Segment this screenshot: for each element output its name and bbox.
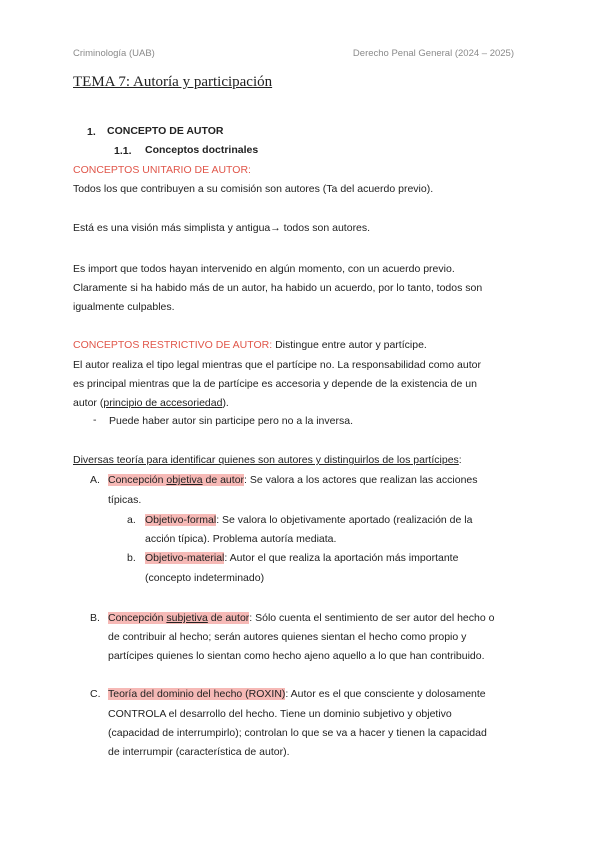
text-fragment: autor ( — [73, 397, 104, 409]
teoria-a-a-line-2: acción típica). Problema autoría mediata. — [145, 533, 337, 545]
text-fragment: : Autor es el que consciente y dolosamente — [285, 688, 486, 700]
list-letter-b-upper: B. — [90, 612, 100, 624]
list-letter-a-lower: a. — [127, 514, 136, 526]
restrictivo-heading: CONCEPTOS RESTRICTIVO DE AUTOR: — [73, 339, 273, 351]
unitario-paragraph-2: Está es una visión más simplista y antigua→ todos son autores. — [73, 222, 371, 234]
accesoriedad-term: principio de accesoriedad — [103, 397, 223, 409]
restrictivo-heading-line — [73, 338, 427, 352]
restrictivo-heading-rest: Distingue entre autor y partícipe. — [272, 339, 427, 351]
teorias-intro-text: Diversas teoría para identificar quienes son autores y distinguirlos de los partícipes — [73, 454, 459, 466]
teoria-a-a-line-1 — [145, 513, 472, 527]
text-fragment: ). — [222, 397, 229, 409]
highlight — [108, 474, 244, 486]
teoria-c-line-2: CONTROLA el desarrollo del hecho. Tiene un dominio subjetivo y objetivo — [108, 708, 452, 720]
section-heading: CONCEPTO DE AUTOR — [107, 125, 224, 137]
text-fragment: : Sólo cuenta el sentimiento de ser autor del hecho o — [249, 612, 495, 624]
highlight — [108, 612, 249, 624]
header-course: Criminología (UAB) — [73, 48, 155, 59]
header-subject: Derecho Penal General (2024 – 2025) — [352, 48, 514, 59]
text-fragment: : Se valora a los actores que realizan las acciones — [244, 474, 478, 486]
text-fragment: Concepción — [108, 612, 167, 624]
subsection-heading: Conceptos doctrinales — [145, 144, 259, 156]
objetivo-material-term: Objetivo-material — [145, 552, 225, 564]
objetivo-formal-term: Objetivo-formal — [145, 514, 217, 526]
dominio-del-hecho-term: Teoría del dominio del hecho (ROXIN) — [108, 688, 286, 700]
teoria-c-line-1 — [108, 687, 486, 701]
text-fragment: Concepción — [108, 474, 167, 486]
unitario-paragraph-3-line-3: igualmente culpables. — [73, 301, 175, 313]
teoria-c-line-4: de interrumpir (característica de autor). — [108, 746, 290, 758]
bullet-item: Puede haber autor sin participe pero no a la inversa. — [109, 415, 353, 427]
text-fragment: de autor — [207, 612, 250, 624]
list-letter-a-upper: A. — [90, 474, 100, 486]
teoria-b-line-2: de contribuir al hecho; serán autores quienes sientan el hecho como propio y — [108, 631, 467, 643]
unitario-paragraph-3-line-2: Claramente si ha habido más de un autor, ha habido un acuerdo, por lo tanto, todos son — [73, 282, 483, 294]
teoria-a-line-2: típicas. — [108, 494, 142, 506]
unitario-paragraph-1: Todos los que contribuyen a su comisión son autores (Ta del acuerdo previo). — [73, 183, 434, 195]
text-fragment: : Se valora lo objetivamente aportado (realización de la — [216, 514, 473, 526]
subsection-number: 1.1. — [114, 145, 132, 157]
bullet-dash: - — [93, 414, 97, 426]
objetiva-term: objetiva — [166, 474, 203, 486]
teoria-a-b-line-1 — [145, 551, 458, 565]
list-letter-c-upper: C. — [90, 688, 101, 700]
unitario-paragraph-3-line-1: Es import que todos hayan intervenido en algún momento, con un acuerdo previo. — [73, 263, 455, 275]
text-fragment: : Autor el que realiza la aportación más importante — [224, 552, 459, 564]
teoria-c-line-3: (capacidad de interrumpirlo); controlan lo que se va a hacer y tienen la capacidad — [108, 727, 487, 739]
teorias-intro — [73, 453, 462, 467]
section-number: 1. — [87, 126, 96, 138]
teoria-b-line-3: partícipes quienes lo sientan como hecho ajeno aquello a lo que han contribuido. — [108, 650, 485, 662]
teoria-b-line-1 — [108, 611, 494, 625]
teoria-a-b-line-2: (concepto indeterminado) — [145, 572, 265, 584]
restrictivo-paragraph-line-1: El autor realiza el tipo legal mientras que el partícipe no. La responsabilidad como autor — [73, 359, 481, 371]
teorias-intro-colon: : — [458, 454, 462, 466]
list-letter-b-lower: b. — [127, 552, 136, 564]
teoria-a-line-1 — [108, 473, 478, 487]
unitario-heading: CONCEPTOS UNITARIO DE AUTOR: — [73, 164, 251, 176]
restrictivo-paragraph-line-2: es principal mientras que la de partícipe es accesoria y depende de la existencia de un — [73, 378, 477, 390]
text-fragment: de autor — [202, 474, 245, 486]
restrictivo-paragraph-line-3 — [73, 396, 229, 410]
subjetiva-term: subjetiva — [166, 612, 208, 624]
page-title: TEMA 7: Autoría y participación — [73, 74, 273, 90]
